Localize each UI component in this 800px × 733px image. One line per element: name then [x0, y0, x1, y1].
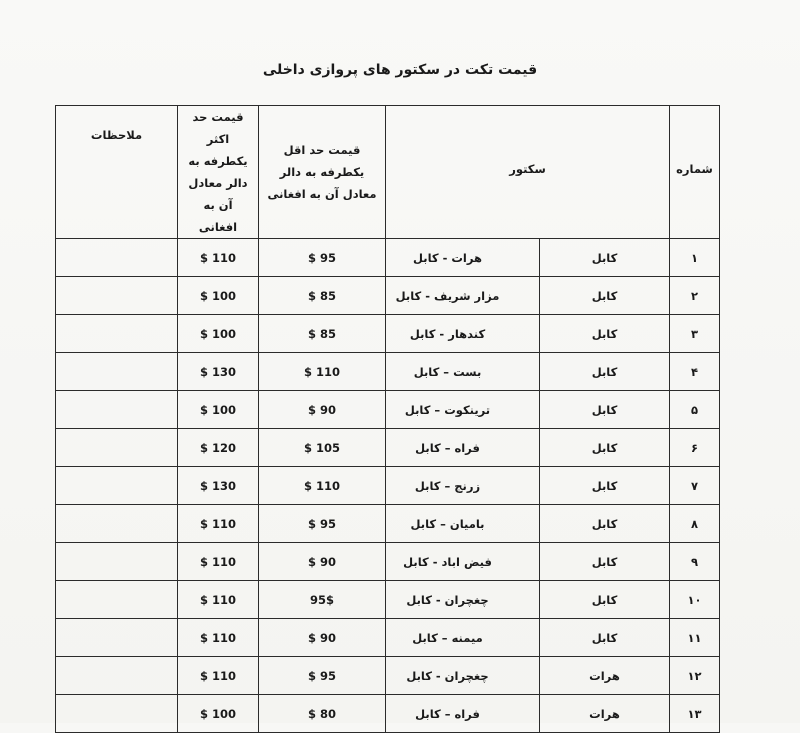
row-number: ۳	[670, 315, 720, 353]
row-notes	[56, 695, 178, 733]
table-row	[56, 543, 720, 581]
row-route: زرنج – کابل	[386, 467, 540, 505]
page-title: قیمت تکت در سکتور های پروازی داخلی	[262, 62, 538, 78]
row-number: ۴	[670, 353, 720, 391]
row-max-price: 120 $	[178, 429, 259, 467]
row-route: مزار شریف - کابل	[386, 277, 540, 315]
row-number: ۹	[670, 543, 720, 581]
table-row	[56, 429, 720, 467]
row-max-price: 110 $	[178, 657, 259, 695]
row-route: فراه – کابل	[386, 695, 540, 733]
row-origin: کابل	[540, 315, 670, 353]
row-number: ۸	[670, 505, 720, 543]
row-notes	[56, 467, 178, 505]
row-number: ۱	[670, 239, 720, 277]
row-min-price: 110 $	[259, 353, 386, 391]
row-notes	[56, 353, 178, 391]
row-notes	[56, 315, 178, 353]
row-route: چغچران - کابل	[386, 581, 540, 619]
header-min-price: قیمت حد اقل یکطرفه به دالر معادل آن به افغانی	[259, 106, 386, 239]
row-notes	[56, 505, 178, 543]
row-origin: کابل	[540, 505, 670, 543]
table-row	[56, 315, 720, 353]
row-origin: کابل	[540, 467, 670, 505]
row-number: ۷	[670, 467, 720, 505]
row-notes	[56, 277, 178, 315]
row-origin: کابل	[540, 277, 670, 315]
row-max-price: 130 $	[178, 467, 259, 505]
header-notes: ملاحظات	[56, 106, 178, 239]
table-header-row	[56, 106, 720, 239]
row-max-price: 100 $	[178, 391, 259, 429]
row-route: کندهار - کابل	[386, 315, 540, 353]
row-number: ۱۱	[670, 619, 720, 657]
table-row	[56, 353, 720, 391]
table-row	[56, 391, 720, 429]
row-notes	[56, 657, 178, 695]
row-min-price: 90 $	[259, 619, 386, 657]
row-number: ۱۲	[670, 657, 720, 695]
row-origin: هرات	[540, 695, 670, 733]
row-origin: کابل	[540, 239, 670, 277]
table-row	[56, 695, 720, 733]
header-number: شماره	[670, 106, 720, 239]
row-max-price: 110 $	[178, 543, 259, 581]
row-number: ۲	[670, 277, 720, 315]
table-row	[56, 581, 720, 619]
row-origin: کابل	[540, 353, 670, 391]
row-origin: هرات	[540, 657, 670, 695]
row-number: ۵	[670, 391, 720, 429]
row-max-price: 110 $	[178, 239, 259, 277]
row-number: ۱۰	[670, 581, 720, 619]
row-route: میمنه – کابل	[386, 619, 540, 657]
row-notes	[56, 429, 178, 467]
table-row	[56, 505, 720, 543]
row-number: ۱۳	[670, 695, 720, 733]
header-max-price: قیمت حد اکثر یکطرفه به دالر معادل آن به افغانی	[178, 106, 259, 239]
row-notes	[56, 391, 178, 429]
row-min-price: 110 $	[259, 467, 386, 505]
row-min-price: 95 $	[259, 657, 386, 695]
row-notes	[56, 543, 178, 581]
row-min-price: 95 $	[259, 239, 386, 277]
row-route: چغچران - کابل	[386, 657, 540, 695]
row-min-price: 80 $	[259, 695, 386, 733]
row-origin: کابل	[540, 391, 670, 429]
row-number: ۶	[670, 429, 720, 467]
row-max-price: 110 $	[178, 619, 259, 657]
row-max-price: 100 $	[178, 277, 259, 315]
row-route: هرات - کابل	[386, 239, 540, 277]
row-max-price: 130 $	[178, 353, 259, 391]
row-max-price: 110 $	[178, 505, 259, 543]
row-origin: کابل	[540, 543, 670, 581]
row-min-price: 85 $	[259, 315, 386, 353]
row-min-price: 95$	[259, 581, 386, 619]
row-min-price: 95 $	[259, 505, 386, 543]
table-row	[56, 657, 720, 695]
header-sector: سکتور	[386, 106, 670, 239]
row-max-price: 110 $	[178, 581, 259, 619]
row-route: بست – کابل	[386, 353, 540, 391]
row-notes	[56, 581, 178, 619]
row-min-price: 90 $	[259, 543, 386, 581]
row-max-price: 100 $	[178, 315, 259, 353]
row-route: بامیان – کابل	[386, 505, 540, 543]
row-max-price: 100 $	[178, 695, 259, 733]
row-origin: کابل	[540, 429, 670, 467]
row-min-price: 85 $	[259, 277, 386, 315]
row-notes	[56, 619, 178, 657]
row-origin: کابل	[540, 619, 670, 657]
row-origin: کابل	[540, 581, 670, 619]
row-route: فیض اباد - کابل	[386, 543, 540, 581]
row-min-price: 90 $	[259, 391, 386, 429]
row-min-price: 105 $	[259, 429, 386, 467]
table-row	[56, 619, 720, 657]
table-row	[56, 239, 720, 277]
table-row	[56, 467, 720, 505]
row-route: ترینکوت – کابل	[386, 391, 540, 429]
price-table	[55, 105, 720, 733]
table-row	[56, 277, 720, 315]
row-route: فراه – کابل	[386, 429, 540, 467]
row-notes	[56, 239, 178, 277]
